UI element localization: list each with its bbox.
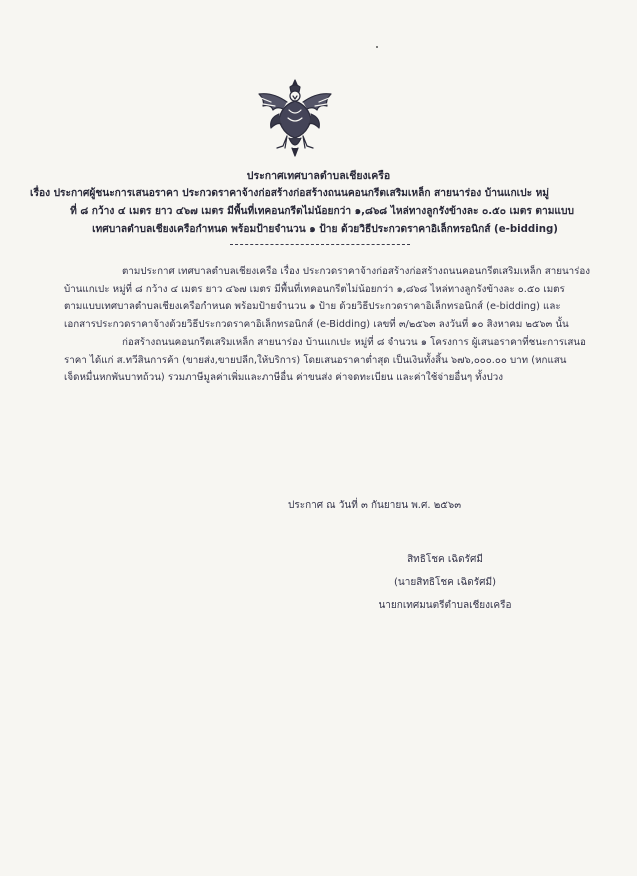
body-line: ตามประกาศ เทศบาลตำบลเชียงเครือ เรื่อง ประกวดราคาจ้างก่อสร้างก่อสร้างถนนคอนกรีตเสริมเหล็ก สายนาร่อง (122, 266, 591, 277)
subject-line: ที่ ๘ กว้าง ๔ เมตร ยาว ๔๖๗ เมตร มีพื้นที่เทคอนกรีตไม่น้อยกว่า ๑,๘๖๘ ไหล่ทางลูกรังข้างละ ๐.๕๐ เมตร ตามแบบ (70, 206, 574, 217)
signature-block (340, 548, 550, 617)
section-divider (230, 244, 410, 245)
body-line: เอกสารประกวดราคาจ้างด้วยวิธีประกวดราคาอิเล็กทรอนิกส์ (e-Bidding) เลขที่ ๓/๒๕๖๓ ลงวันที่ ๑๐ สิงหาคม ๒๕๖๓ นั้น (64, 319, 569, 331)
announcement-date: ประกาศ ณ วันที่ ๓ กันยายน พ.ศ. ๒๕๖๓ (288, 500, 462, 511)
body-line: ก่อสร้างถนนคอนกรีตเสริมเหล็ก สายนาร่อง บ้านแกเปะ หมู่ที่ ๘ จำนวน ๑ โครงการ ผู้เสนอราคาที่ชนะการเสนอ (122, 336, 586, 348)
subject-line: เรื่อง ประกาศผู้ชนะการเสนอราคา ประกวดราคาจ้างก่อสร้างก่อสร้างถนนคอนกรีตเสริมเหล็ก สายนาร่อง บ้านแกเปะ หมู่ (30, 188, 550, 199)
body-line: ตามแบบเทศบาลตำบลเชียงเครือกำหนด พร้อมป้ายจำนวน ๑ ป้าย ด้วยวิธีประกวดราคาอิเล็กทรอนิกส์ (e-bidding) และ (64, 301, 561, 313)
body-line: ราคา ได้แก่ ส.ทวีสินการค้า (ขายส่ง,ขายปลีก,ให้บริการ) โดยเสนอราคาต่ำสุด เป็นเงินทั้งสิ้น ๖๗๖,๐๐๐.๐๐ บาท (หกแสน (64, 354, 567, 366)
signature-name: สิทธิโชค เฉิดรัศมี (407, 554, 483, 565)
scan-speck (376, 46, 378, 48)
subject-line: เทศบาลตำบลเชียงเครือกำหนด พร้อมป้ายจำนวน ๑ ป้าย ด้วยวิธีประกวดราคาอิเล็กทรอนิกส์ (e-bidding) (92, 224, 558, 235)
subject-block (30, 185, 614, 239)
garuda-emblem-icon (249, 78, 341, 158)
document-title: ประกาศเทศบาลตำบลเชียงเครือ (246, 170, 391, 182)
signatory-printed-name: (นายสิทธิโชค เฉิดรัศมี) (394, 577, 496, 588)
body-line: บ้านแกเปะ หมู่ที่ ๘ กว้าง ๔ เมตร ยาว ๔๖๗ เมตร มีพื้นที่เทคอนกรีตไม่น้อยกว่า ๑,๘๖๘ ไหล่ทางลูกรังข้างละ ๐.๕๐ เมตร (64, 283, 565, 295)
body-paragraph (64, 263, 604, 387)
body-line: เจ็ดหมื่นหกพันบาทถ้วน) รวมภาษีมูลค่าเพิ่มและภาษีอื่น ค่าขนส่ง ค่าจดทะเบียน และค่าใช้จ่ายอื่นๆ ทั้งปวง (64, 372, 504, 384)
signatory-position: นายกเทศมนตรีตำบลเชียงเครือ (378, 600, 512, 611)
